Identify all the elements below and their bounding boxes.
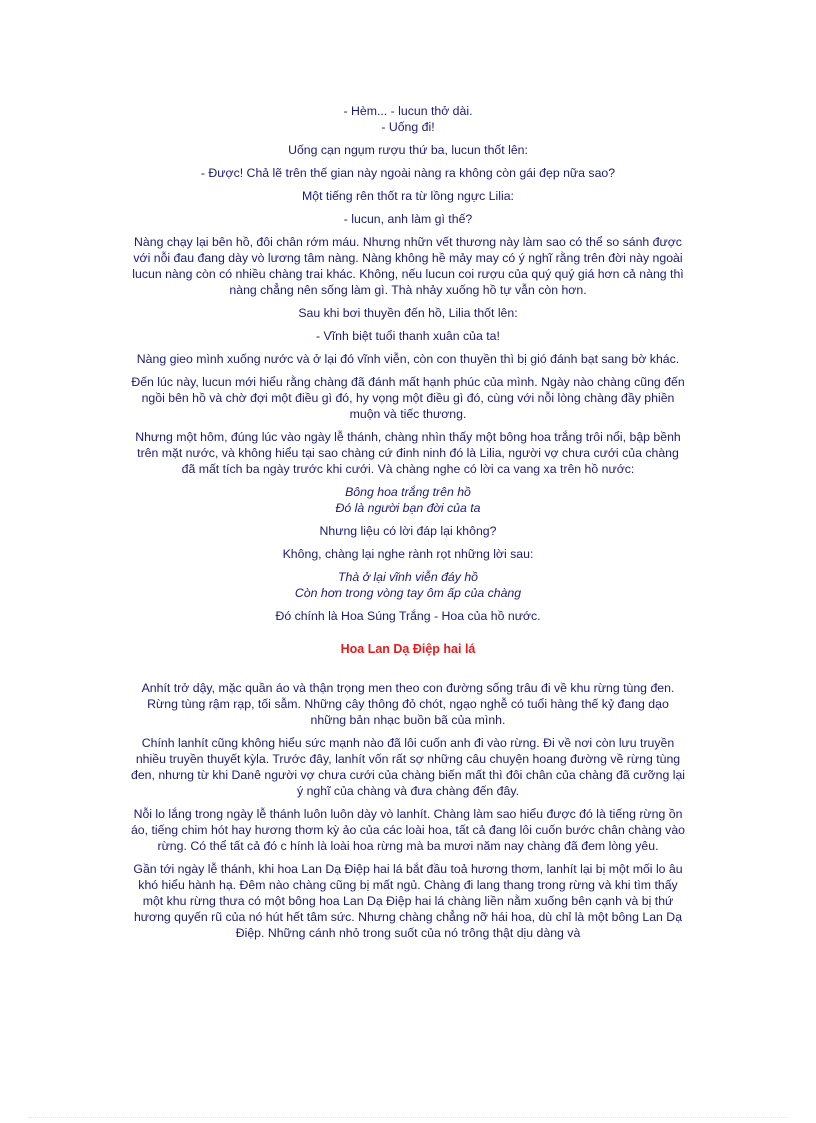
- dialogue-line: - Vĩnh biệt tuổi thanh xuân của ta!: [316, 329, 500, 343]
- verse-line: Còn hơn trong vòng tay ôm ấp của chàng: [294, 586, 522, 600]
- paragraph: Đến lúc này, lucun mới hiểu rằng chàng đã đánh mất hạnh phúc của mình. Ngày nào chàng cũng đến ngồi bên hồ và chờ đợi một điều gì đó, hy vọng một điều gì đó, cùng với nỗi lòng chàng đầy phiền muộn và tiếc thương.: [131, 375, 685, 421]
- verse-line: Thà ở lại vĩnh viễn đáy hồ: [337, 570, 479, 584]
- verse-line: Bông hoa trắng trên hồ: [345, 485, 471, 499]
- paragraph: Nhưng liệu có lời đáp lại không?: [319, 524, 497, 538]
- section-heading: Hoa Lan Dạ Điệp hai lá: [340, 642, 476, 656]
- verse-line: Đó là người bạn đời của ta: [335, 501, 481, 515]
- story-text: [130, 103, 686, 948]
- footer-divider: [28, 1117, 788, 1118]
- paragraph: Một tiếng rên thốt ra từ lồng ngực Lilia:: [302, 189, 514, 203]
- paragraph: Đó chính là Hoa Súng Trắng - Hoa của hồ nước.: [275, 609, 541, 623]
- dialogue-line: - Được! Chả lẽ trên thế gian này ngoài nàng ra không còn gái đẹp nữa sao?: [200, 166, 616, 180]
- paragraph: Sau khi bơi thuyền đến hồ, Lilia thốt lên:: [298, 306, 518, 320]
- dialogue-line: - Uống đi!: [381, 120, 435, 134]
- paragraph: Anhít trở dậy, mặc quần áo và thận trọng men theo con đường sống trâu đi về khu rừng tùng đen. Rừng tùng rậm rạp, tối sẫm. Những cây thông đỏ chót, ngạo nghễ có tuổi hàng thế kỷ đang dạo những bản nhạc buồn bã của mình.: [141, 681, 675, 727]
- paragraph: Nỗi lo lắng trong ngày lễ thánh luôn luôn dày vò lanhít. Chàng làm sao hiểu được đó là tiếng rừng ồn áo, tiếng chim hót hay hương thơm kỳ ảo của các loài hoa, tất cả đang lôi cuốn bước chân chàng vào rừng. Có thể tất cả đó c hính là loài hoa rừng mà ba mươi năm nay chàng đã đem lòng yêu.: [130, 807, 686, 853]
- paragraph: Nàng chạy lại bên hồ, đôi chân rớm máu. Nhưng nhữn vết thương này làm sao có thể so sánh được với nỗi đau đang dày vò lương tâm nàng. Nàng không hề mảy may có ý nghĩ rằng trên đời này ngoài lucun nàng còn có nhiều chàng trai khác. Không, nếu lucun coi rượu của quý quý giá hơn cả nàng thì nàng chẳng nên sống làm gì. Thà nhảy xuống hồ tự vẫn còn hơn.: [132, 235, 684, 297]
- paragraph: Uống cạn ngụm rượu thứ ba, lucun thốt lên:: [288, 143, 528, 157]
- dialogue-line: - lucun, anh làm gì thế?: [343, 212, 473, 226]
- paragraph: Gần tới ngày lễ thánh, khi hoa Lan Dạ Điệp hai lá bắt đầu toả hương thơm, lanhít lại bị một mối lo âu khó hiểu hành hạ. Đêm nào chàng cũng bị mất ngủ. Chàng đi lang thang trong rừng và khi tìm thấy một khu rừng thưa có một bông hoa Lan Dạ Điệp hai lá chàng liền nằm xuống bên cạnh và bị thứ hương quyến rũ của nó hút hết tâm sức. Nhưng chàng chẳng nỡ hái hoa, dù chỉ là một bông Lan Dạ Điệp. Những cánh nhỏ trong suốt của nó trông thật dịu dàng và: [133, 862, 683, 940]
- paragraph: Nàng gieo mình xuống nước và ở lại đó vĩnh viễn, còn con thuyền thì bị gió đánh bạt sang bờ khác.: [136, 352, 680, 366]
- dialogue-line: - Hèm... - lucun thở dài.: [343, 104, 473, 118]
- paragraph: Chính lanhít cũng không hiểu sức mạnh nào đã lôi cuốn anh đi vào rừng. Đi về nơi còn lưu truyền nhiều truyền thuyết kỳla. Trước đây, lanhít vốn rất sợ những câu chuyện hoang đường về rừng tùng đen, nhưng từ khi Danê người vợ chưa cưới của chàng biến mất thì đôi chân của chàng đã cưỡng lại ý nghĩ của chàng và đưa chàng đến đây.: [130, 736, 686, 798]
- paragraph: Nhưng một hôm, đúng lúc vào ngày lễ thánh, chàng nhìn thấy một bông hoa trắng trôi nổi, bập bềnh trên mặt nước, và không hiểu tại sao chàng cứ đinh ninh đó là Lilia, người vợ chưa cưới của chàng đã mất tích ba ngày trước khi cưới. Và chàng nghe có lời ca vang xa trên hồ nước:: [135, 430, 681, 476]
- paragraph: Không, chàng lại nghe rành rọt những lời sau:: [282, 547, 534, 561]
